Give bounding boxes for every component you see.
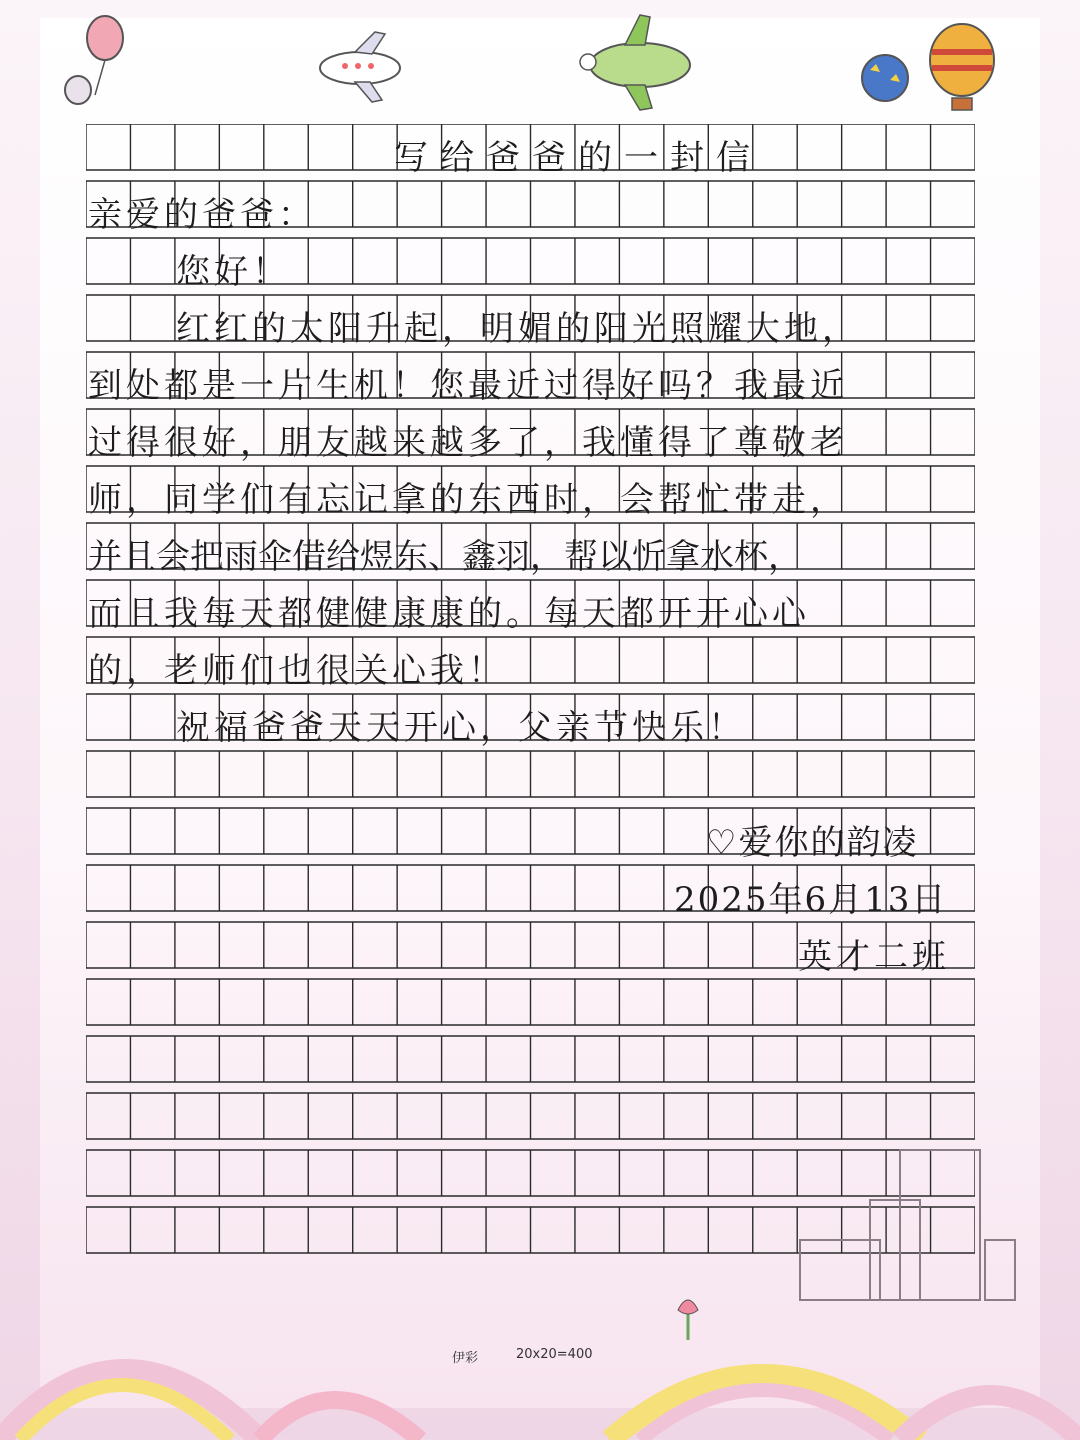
small-airplane-icon [320,32,400,102]
tulip-icon [678,1300,698,1340]
letter-date: 2025年6月13日 [674,880,948,920]
body-line: 师，同学们有忘记拿的东西时，会帮忙带走， [88,480,848,520]
hot-air-balloon-blue-icon [862,55,908,101]
top-decoration [0,0,1080,120]
grid-spec: 20x20=400 [516,1347,593,1362]
letter-title: 写给爸爸的一封信 [394,138,762,178]
greeting: 您好！ [176,252,290,292]
body-line: 过得很好，朋友越来越多了，我懂得了尊敬老 [88,423,848,463]
wish-line: 祝福爸爸天天开心，父亲节快乐！ [176,708,746,748]
class-name: 英才二班 [798,937,950,977]
paper-brand: 伊彩 [452,1351,479,1366]
writing-grid [86,124,975,1262]
green-airplane-icon [580,15,690,110]
body-line: 而且我每天都健健康康的。每天都开开心心 [88,594,810,634]
body-line: 并且会把雨伞借给煜东、鑫羽，帮以忻拿水杯， [88,537,802,577]
body-line: 到处都是一片生机！您最近过得好吗？我最近 [88,366,848,406]
body-line: 红红的太阳升起，明媚的阳光照耀大地， [176,309,860,349]
salutation: 亲爱的爸爸： [88,195,316,235]
hot-air-balloon-orange-icon [930,24,994,110]
signature: ♡爱你的韵凌 [706,823,919,863]
body-line: 的，老师们也很关心我！ [88,651,506,691]
balloon-left-icon [65,16,123,104]
